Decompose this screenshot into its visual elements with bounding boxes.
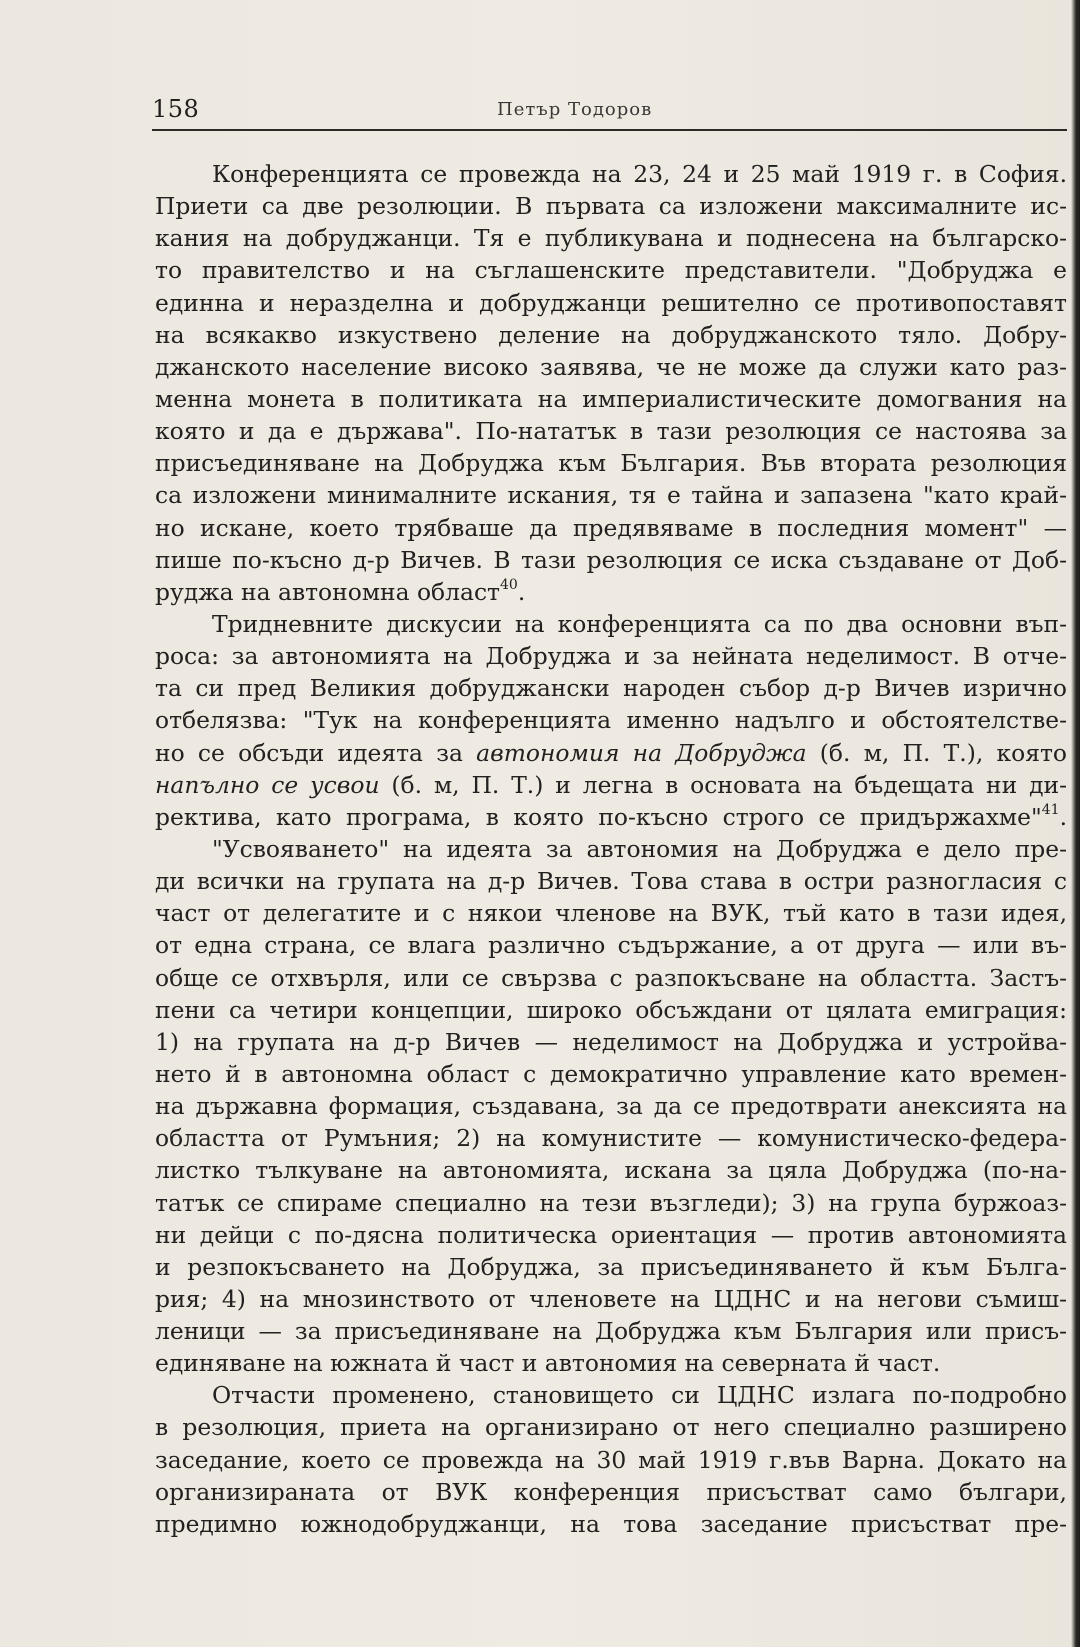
text-line <box>155 447 1067 479</box>
text-line <box>155 801 1067 833</box>
text-run: организираната от ВУК конференция присъстват само българи, <box>155 1477 1067 1506</box>
text-line <box>155 1058 1067 1090</box>
page-number: 158 <box>152 95 200 123</box>
text-line <box>155 1411 1067 1443</box>
text-line <box>155 833 1067 865</box>
text-run: областта от Румъния; 2) на комунистите — комунистическо-федера- <box>155 1124 1067 1153</box>
text-run: Конференцията се провежда на 23, 24 и 25 май 1919 г. в София. <box>212 160 1067 188</box>
text-line <box>155 287 1067 319</box>
text-run: листко тълкуване на автономията, искана за цяла Добруджа (по-на- <box>155 1156 1067 1185</box>
text-run: джанското население високо заявява, че не може да служи като раз- <box>155 352 1067 381</box>
text-line <box>155 640 1067 672</box>
text-run: отбелязва: "Тук на конференцията именно надълго и обстоятелстве- <box>155 706 1067 735</box>
text-line <box>155 1283 1067 1315</box>
text-line <box>155 897 1067 929</box>
emphasis: напълно се усвои <box>155 770 380 799</box>
text-line <box>155 865 1067 897</box>
text-line <box>155 1379 1067 1411</box>
text-run: ни дейци с по-дясна политическа ориентация — против автономията <box>155 1220 1067 1249</box>
text-line <box>155 1090 1067 1122</box>
text-run: . <box>517 577 526 606</box>
text-run: от една страна, се влага различно съдържание, а от друга — или въ- <box>155 931 1067 960</box>
text-run: на държавна формация, създавана, за да се предотврати анексията на <box>155 1092 1067 1121</box>
text-run: (б. м, П. Т.) и легна в основата на бъдещата ни ди- <box>379 770 1067 799</box>
text-run: леници — за присъединяване на Добруджа към България или присъ- <box>155 1317 1067 1346</box>
header-rule <box>152 129 1067 131</box>
text-line <box>155 1251 1067 1283</box>
text-line <box>155 769 1067 801</box>
text-run: предимно южнодобруджанци, на това заседание присъстват пре- <box>155 1509 1067 1538</box>
text-run: в резолюция, приета на организирано от него специално разширено <box>155 1413 1067 1442</box>
text-line <box>155 576 1067 608</box>
text-run: са изложени минималните искания, тя е тайна и запазена "като край- <box>155 481 1067 510</box>
text-run: пени са четири концепции, широко обсъждани от цялата емиграция: <box>155 995 1067 1024</box>
text-run: Приети са две резолюции. В първата са изложени максималните ис- <box>155 192 1067 221</box>
text-line <box>155 222 1067 254</box>
text-line <box>155 512 1067 544</box>
text-line <box>155 704 1067 736</box>
text-line <box>155 319 1067 351</box>
text-run: (б. м, П. Т.), която <box>806 738 1067 767</box>
text-run: но искане, което трябваше да предявяваме в последния момент" — <box>155 513 1067 542</box>
text-run: татък се спираме специално на тези възгледи); 3) на група буржоаз- <box>155 1188 1067 1217</box>
text-line <box>155 1154 1067 1186</box>
text-run: пише по-късно д-р Вичев. В тази резолюция се иска създаване от Доб- <box>155 545 1067 574</box>
text-run: рия; 4) на мнозинството от членовете на ЦДНС и на негови съмиш- <box>155 1284 1067 1313</box>
text-line <box>155 608 1067 640</box>
text-run: Тридневните дискусии на конференцията са по два основни въп- <box>212 609 1067 638</box>
text-line <box>155 1444 1067 1476</box>
text-line <box>155 1347 1067 1379</box>
text-run: та си пред Великия добруджански народен събор д-р Вичев изрично <box>155 674 1067 703</box>
text-run: която и да е държава". По-нататък в тази резолюция се настоява за <box>155 417 1067 446</box>
page-edge-shadow <box>1071 0 1080 1647</box>
text-run: единна и неразделна и добруджанци решително се противопоставят <box>155 288 1067 317</box>
text-run: заседание, което се провежда на 30 май 1919 г.във Варна. Докато на <box>155 1445 1067 1474</box>
text-line <box>155 994 1067 1026</box>
footnote-ref: 41 <box>1041 802 1060 819</box>
running-head: Петър Тодоров <box>497 99 653 120</box>
text-run: Отчасти променено, становището си ЦДНС излага по-подробно <box>212 1381 1067 1410</box>
text-run: "Усвояването" на идеята за автономия на Добруджа е дело пре- <box>212 834 1067 863</box>
text-line <box>155 479 1067 511</box>
text-line <box>155 672 1067 704</box>
emphasis: автономия на Добруджа <box>476 738 807 767</box>
text-run: нето й в автономна област с демократично управление като времен- <box>155 1059 1067 1088</box>
text-line <box>155 1476 1067 1508</box>
text-line <box>155 190 1067 222</box>
text-line <box>155 1026 1067 1058</box>
text-line <box>155 962 1067 994</box>
text-run: ди всички на групата на д-р Вичев. Това става в остри разногласия с <box>155 867 1067 896</box>
text-run: присъединяване на Добруджа към България. Във втората резолюция <box>155 449 1067 478</box>
text-line <box>155 158 1067 190</box>
text-line <box>155 737 1067 769</box>
text-line <box>155 254 1067 286</box>
text-run: роса: за автономията на Добруджа и за нейната неделимост. В отче- <box>155 642 1067 671</box>
text-run: единяване на южната й част и автономия на северната й част. <box>155 1349 941 1378</box>
text-line <box>155 544 1067 576</box>
text-line <box>155 1315 1067 1347</box>
text-run: кания на добруджанци. Тя е публикувана и поднесена на българско- <box>155 224 1067 253</box>
text-line <box>155 1122 1067 1154</box>
text-run: ректива, като програма, в която по-късно строго се придържахме" <box>155 802 1042 831</box>
text-run: и резпокъсването на Добруджа, за присъединяването й към Бълга- <box>155 1252 1067 1281</box>
text-run: то правителство и на съглашенските представители. "Добруджа е <box>155 256 1067 285</box>
text-run: руджа на автономна област <box>155 577 500 606</box>
footnote-ref: 40 <box>500 577 518 594</box>
text-run: част от делегатите и с някои членове на ВУК, тъй като в тази идея, <box>155 899 1067 928</box>
text-run: 1) на групата на д-р Вичев — неделимост на Добруджа и устройва- <box>155 1027 1067 1056</box>
text-run: менна монета в политиката на империалистическите домогвания на <box>155 384 1067 413</box>
text-line <box>155 1508 1067 1540</box>
text-line <box>155 351 1067 383</box>
text-line <box>155 929 1067 961</box>
text-line <box>155 415 1067 447</box>
text-run: на всякакво изкуствено деление на добруджанското тяло. Добру- <box>155 320 1067 349</box>
text-run: . <box>1059 802 1067 831</box>
text-run: но се обсъди идеята за <box>155 738 477 767</box>
text-line <box>155 383 1067 415</box>
body-text <box>155 158 1067 1540</box>
text-run: обще се отхвърля, или се свързва с разпокъсване на областта. Застъ- <box>155 963 1067 992</box>
text-line <box>155 1219 1067 1251</box>
text-line <box>155 1187 1067 1219</box>
